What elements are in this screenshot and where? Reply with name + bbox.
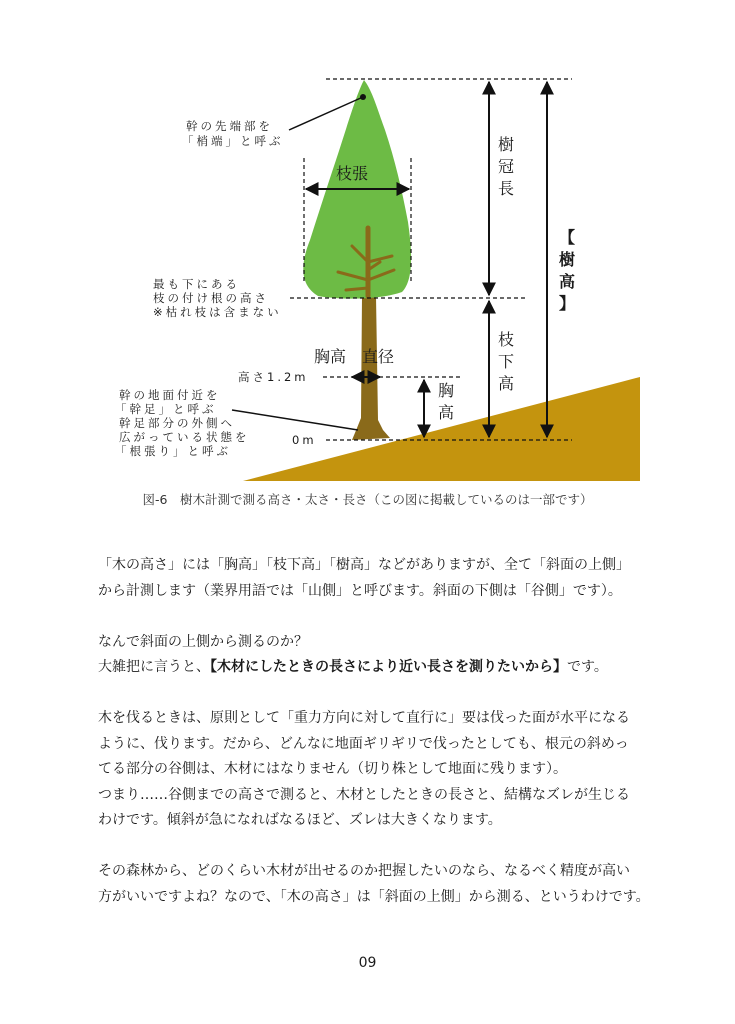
svg-text:胸: 胸 [438,381,455,400]
paragraph-line: 「木の高さ」には「胸高」「枝下高」「樹高」などがありますが、全て「斜面の上側」 [98,557,630,573]
crown-width-label: 枝張 [336,164,369,183]
paragraph-line: なんで斜面の上側から測るのか？ [98,633,308,650]
page-number: 09 [358,955,377,971]
root-note-2: 「幹足」と呼ぶ [115,402,217,416]
svg-text:高: 高 [438,403,455,422]
paragraph-line: わけです。傾斜が急になればなるほど、ズレは大きくなります。 [98,812,502,828]
svg-text:【: 【 [559,228,576,247]
svg-text:樹: 樹 [498,135,515,154]
root-note-1: 幹の地面付近を [119,388,221,402]
paragraph-line: から計測します（業界用語では「山側」と呼びます。斜面の下側は「谷側」です）。 [98,582,622,599]
tree-measurement-figure [0,0,735,490]
lowest-branch-note-3: ※枯れ枝は含まない [153,305,282,319]
figure-caption: 図-6 樹木計測で測る高さ・太さ・長さ（この図に掲載しているのは一部です） [142,492,593,507]
root-note-3: 幹足部分の外側へ [119,416,235,430]
treetop-label-2: 「梢端」と呼ぶ [182,134,284,148]
svg-text:】: 】 [559,294,576,313]
svg-text:高: 高 [498,374,515,393]
paragraph-line: その森林から、どのくらい木材が出せるのか把握したいのなら、なるべく精度が高い [98,863,630,879]
treetop-label-1: 幹の先端部を [186,119,273,133]
paragraph-line: てる部分の谷側は、木材にはなりません（切り株として地面に残ります）。 [98,761,567,777]
lowest-branch-note-2: 枝の付け根の高さ [153,291,269,305]
text-span: 大雑把に言うと、 [98,659,210,675]
paragraph-line: つまり……谷側までの高さで測ると、木材としたときの長さと、結構なズレが生じる [98,786,630,803]
root-leader [232,410,358,430]
paragraph-line: 木を伐るときは、原則として「重力方向に対して直行に」要は伐った面が水平になる [98,710,630,726]
svg-text:下: 下 [498,352,515,371]
paragraph-line: ように、伐ります。だから、どんなに地面ギリギリで伐ったとしても、根元の斜めっ [98,735,629,752]
crown-length-label [498,135,514,198]
root-note-4: 広がっている状態を [119,430,250,444]
svg-text:樹: 樹 [559,250,576,269]
paragraph-line: 方がいいですよね？なので、「木の高さ」は「斜面の上側」から測る、というわけです。 [98,888,650,905]
svg-text:冠: 冠 [498,157,515,176]
dbh-label: 胸高 直径 [314,347,395,366]
svg-text:長: 長 [498,179,515,198]
lowest-branch-note-1: 最も下にある [153,277,240,291]
tree-height-label [559,228,575,313]
svg-text:枝: 枝 [498,330,515,349]
branch-height-label [498,330,514,393]
emphasis-text: 【木材にしたときの長さにより近い長さを測りたいから】 [210,659,567,675]
paragraph-line [98,655,698,681]
svg-text:高: 高 [559,272,576,291]
trunk [352,296,390,440]
root-note-5: 「根張り」と呼ぶ [115,444,231,458]
body-text [98,553,698,910]
text-span: です。 [567,659,608,675]
breast-height-label [438,381,454,422]
height-1-2m-label: 高さ1.2m [238,370,309,384]
zero-m-label: 0m [292,433,317,447]
